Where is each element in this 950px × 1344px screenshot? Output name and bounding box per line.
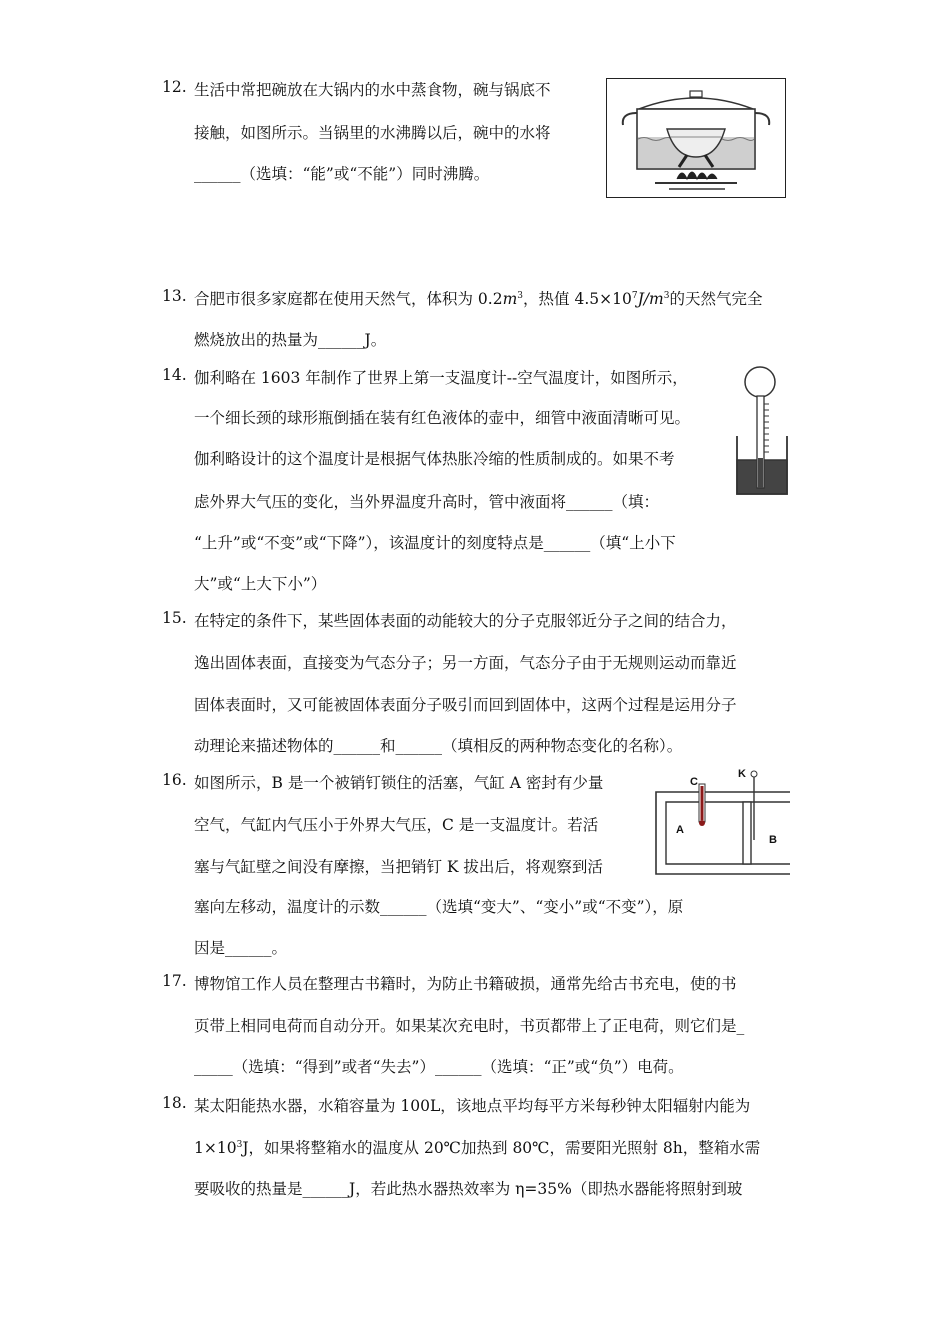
superscript: 3 (663, 291, 670, 301)
question-text-line: 一个细长颈的球形瓶倒插在装有红色液体的壶中，细管中液面清晰可见。 (194, 409, 691, 427)
question-text-line: 博物馆工作人员在整理古书籍时，为防止书籍破损，通常先给古书充电，使的书 (194, 975, 737, 993)
question-text-line: 页带上相同电荷而自动分开。如果某次充电时，书页都带上了正电荷，则它们是_ (194, 1017, 745, 1035)
unit-text: J/m (637, 290, 664, 308)
superscript: 7 (631, 291, 638, 301)
air-thermometer-drawing (732, 362, 792, 498)
text-segment: 1×10 (194, 1139, 237, 1157)
question-number: 14. (162, 366, 187, 384)
cylinder-piston-drawing (652, 768, 790, 878)
question-text-line: 空气，气缸内气压小于外界大气压，C 是一支温度计。若活 (194, 816, 599, 834)
label-b: B (769, 834, 777, 846)
text-segment: 合肥市很多家庭都在使用天然气，体积为 0.2 (194, 290, 503, 308)
question-text-line: “上升”或“不变”或“下降”），该温度计的刻度特点是______（填“上小下 (194, 534, 676, 552)
question-text-line: 在特定的条件下，某些固体表面的动能较大的分子克服邻近分子之间的结合力， (194, 612, 737, 630)
superscript: 3 (236, 1140, 243, 1150)
question-text-line: 虑外界大气压的变化，当外界温度升高时，管中液面将______（填： (194, 493, 660, 511)
question-number: 18. (162, 1094, 187, 1112)
question-text-line: 如图所示，B 是一个被销钉锁住的活塞，气缸 A 密封有少量 (194, 774, 604, 792)
question-number: 13. (162, 287, 187, 305)
question-number: 12. (162, 78, 187, 96)
question-text-line: 伽利略在 1603 年制作了世界上第一支温度计--空气温度计，如图所示， (194, 369, 688, 387)
question-text-line (194, 1136, 760, 1158)
label-k: K (738, 768, 746, 780)
question-text-line: _____（选填：“得到”或者“失去”）______（选填：“正”或“负”）电荷。 (194, 1058, 684, 1076)
cylinder-piston-figure (652, 768, 790, 878)
question-text-line: 逸出固体表面，直接变为气态分子；另一方面，气态分子由于无规则运动而靠近 (194, 654, 737, 672)
question-text-line: 塞与气缸壁之间没有摩擦，当把销钉 K 拔出后，将观察到活 (194, 858, 603, 876)
text-segment: J，如果将整箱水的温度从 20℃加热到 80℃，需要阳光照射 8h，整箱水需 (242, 1139, 761, 1157)
question-text-line: 塞向左移动，温度计的示数______（选填“变大”、“变小”或“不变”），原 (194, 898, 684, 916)
question-text-line: 生活中常把碗放在大锅内的水中蒸食物，碗与锅底不 (194, 81, 551, 99)
unit-text: m (502, 290, 518, 308)
question-text-line: 伽利略设计的这个温度计是根据气体热胀冷缩的性质制成的。如果不考 (194, 450, 675, 468)
question-text-line: 固体表面时，又可能被固体表面分子吸引而回到固体中，这两个过程是运用分子 (194, 696, 737, 714)
steamer-pot-figure (606, 78, 786, 198)
superscript: 3 (517, 291, 524, 301)
question-number: 17. (162, 972, 187, 990)
label-a: A (676, 824, 684, 836)
question-text-line: ______（选填：“能”或“不能”）同时沸腾。 (194, 165, 490, 183)
air-thermometer-figure (732, 362, 792, 498)
question-text-line: 大”或“上大下小”） (194, 575, 327, 593)
question-number: 15. (162, 609, 187, 627)
question-text-line (194, 287, 762, 309)
question-text-line: 燃烧放出的热量为______J。 (194, 331, 387, 349)
question-text-line: 要吸收的热量是______J，若此热水器热效率为 η=35%（即热水器能将照射到玻 (194, 1180, 743, 1198)
question-text-line: 因是______。 (194, 939, 288, 957)
text-segment: ，热值 4.5×10 (523, 290, 632, 308)
question-text-line: 接触，如图所示。当锅里的水沸腾以后，碗中的水将 (194, 124, 551, 142)
question-number: 16. (162, 771, 187, 789)
steamer-pot-drawing (607, 79, 785, 197)
question-text-line: 动理论来描述物体的______和______（填相反的两种物态变化的名称）。 (194, 737, 683, 755)
label-c: C (690, 776, 698, 788)
text-segment: 的天然气完全 (669, 290, 763, 308)
question-text-line: 某太阳能热水器，水箱容量为 100L，该地点平均每平方米每秒钟太阳辐射内能为 (194, 1097, 751, 1115)
